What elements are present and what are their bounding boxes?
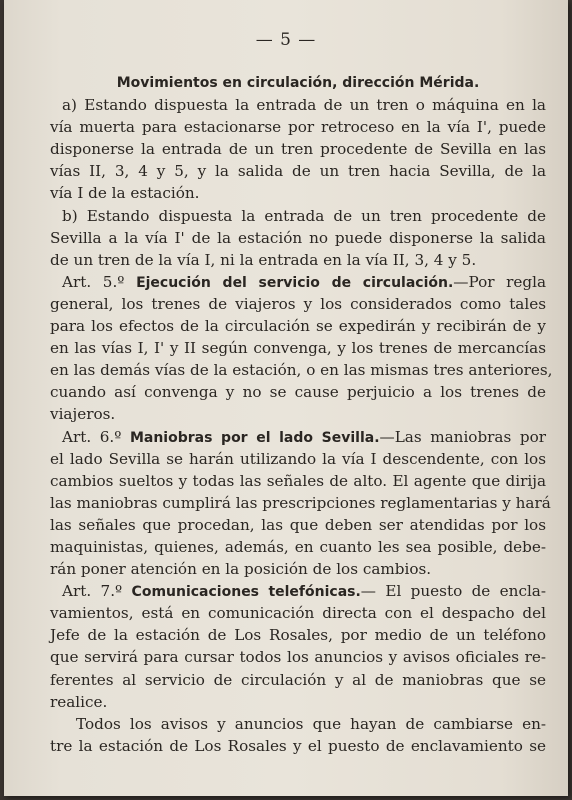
text-line: viajeros. bbox=[50, 405, 116, 424]
text-line: el lado Sevilla se harán utilizando la vía I descendente, con los bbox=[50, 449, 546, 468]
text-line: de un tren de la vía I, ni la entrada en la vía II, 3, 4 y 5. bbox=[50, 250, 477, 269]
text-line: maquinistas, quienes, además, en cuanto les sea posible, debe- bbox=[50, 537, 546, 556]
text-line: vía I de la estación. bbox=[50, 184, 200, 203]
text-line: Jefe de la estación de Los Rosales, por medio de un teléfono bbox=[50, 626, 546, 645]
article-5-title: Ejecución del servicio de circulación. bbox=[136, 274, 454, 291]
article-5-line: Art. 5.º Ejecución del servicio de circulación.—Por regla bbox=[62, 272, 547, 291]
text-line: realice. bbox=[50, 692, 108, 711]
text-line: rán poner atención en la posición de los cambios. bbox=[50, 560, 432, 579]
text-line: en las demás vías de la estación, o en las mismas tres anteriores, bbox=[50, 361, 553, 380]
text-line: en las vías I, I' y II según convenga, y los trenes de mercancías bbox=[50, 339, 546, 358]
text-line: ferentes al servicio de circulación y al de maniobras que se bbox=[50, 670, 546, 689]
document-page bbox=[4, 0, 568, 796]
text-line: que servirá para cursar todos los anuncios y avisos oficiales re- bbox=[50, 648, 546, 667]
text-line: cuando así convenga y no se cause perjuicio a los trenes de bbox=[50, 383, 546, 402]
article-6-line: Art. 6.º Maniobras por el lado Sevilla.—Las maniobras por bbox=[62, 427, 546, 446]
text-line: b) Estando dispuesta la entrada de un tren procedente de bbox=[62, 206, 546, 225]
text-line: para los efectos de la circulación se expedirán y recibirán de y bbox=[50, 317, 546, 336]
text-line: vamientos, está en comunicación directa con el despacho del bbox=[50, 604, 546, 623]
article-7-title: Comunicaciones telefónicas. bbox=[131, 584, 361, 601]
article-7-line: Art. 7.º Comunicaciones telefónicas.— El puesto de encla- bbox=[62, 582, 546, 601]
text-line: vía muerta para estacionarse por retroceso en la vía I', puede bbox=[50, 118, 546, 137]
text-line: las señales que procedan, las que deben ser atendidas por los bbox=[50, 515, 546, 534]
text-line: disponerse la entrada de un tren procedente de Sevilla en las bbox=[50, 140, 546, 159]
text-line: Sevilla a la vía I' de la estación no puede disponerse la salida bbox=[50, 228, 546, 247]
text-line: general, los trenes de viajeros y los considerados como tales bbox=[50, 294, 546, 313]
article-6-title: Maniobras por el lado Sevilla. bbox=[129, 429, 380, 446]
text-line: tre la estación de Los Rosales y el puesto de enclavamiento se bbox=[50, 736, 546, 755]
text-line: las maniobras cumplirá las prescripciones reglamentarias y hará bbox=[50, 493, 551, 512]
section-heading: Movimientos en circulación, dirección Mérida. bbox=[116, 75, 480, 91]
text-line: Todos los avisos y anuncios que hayan de cambiarse en- bbox=[76, 714, 546, 733]
text-line: vías II, 3, 4 y 5, y la salida de un tren hacia Sevilla, de la bbox=[50, 162, 546, 181]
body-text bbox=[50, 72, 553, 757]
text-line: a) Estando dispuesta la entrada de un tren o máquina en la bbox=[62, 96, 546, 115]
page-number: — 5 — bbox=[255, 30, 317, 50]
text-line: cambios sueltos y todas las señales de alto. El agente que dirija bbox=[50, 471, 546, 490]
